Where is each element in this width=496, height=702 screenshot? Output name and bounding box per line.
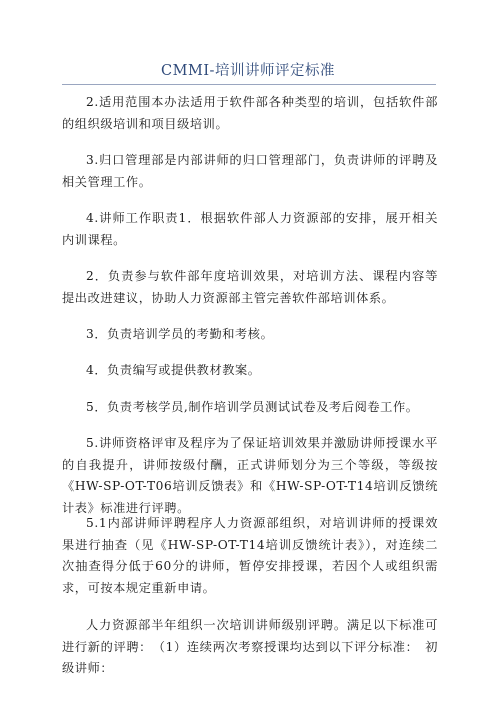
paragraph-scope: 2.适用范围本办法适用于软件部各种类型的培训，包括软件部的组织级培训和项目级培训。 (62, 95, 438, 131)
paragraph-duty-3: 3．负责培训学员的考勤和考核。 (86, 327, 274, 341)
paragraph-qualification-review: 5.讲师资格评审及程序为了保证培训效果并激励讲师授课水平的自我提升，讲师按级付酬，正式讲师划分为三个等级，等级按《HW-SP-OT-T06培训反馈表》和《HW-SP-OT-T14培训反馈统计表》标准进行评聘。 (62, 436, 438, 515)
document-title: CMMI-培训讲师评定标准 (161, 63, 335, 79)
paragraph-duty-2: 2．负责参与软件部年度培训效果，对培训方法、课程内容等提出改进建议，协助人力资源部主管完善软件部培训体系。 (62, 269, 438, 305)
title-divider (62, 84, 436, 85)
paragraph-duty-4: 4．负责编写或提供教材教案。 (86, 363, 261, 377)
paragraph-evaluation-procedure: 5.1内部讲师评聘程序人力资源部组织，对培训讲师的授课效果进行抽查（见《HW-SP-OT-T14培训反馈统计表》），对连续二次抽查得分低于60分的讲师，暂停安排授课，若因个人或组织需求，可按本规定重新申请。 (62, 516, 438, 595)
paragraph-duties: 4.讲师工作职责1．根据软件部人力资源部的安排，展开相关内训课程。 (62, 211, 438, 247)
paragraph-semiannual-review: 人力资源部半年组织一次培训讲师级别评聘。满足以下标准可进行新的评聘： （1）连续两次考察授课均达到以下评分标准： 初级讲师： (62, 618, 438, 675)
paragraph-duty-5: 5．负责考核学员,制作培训学员测试试卷及考后阅卷工作。 (86, 400, 419, 414)
paragraph-management-dept: 3.归口管理部是内部讲师的归口管理部门，负责讲师的评聘及相关管理工作。 (62, 153, 438, 189)
